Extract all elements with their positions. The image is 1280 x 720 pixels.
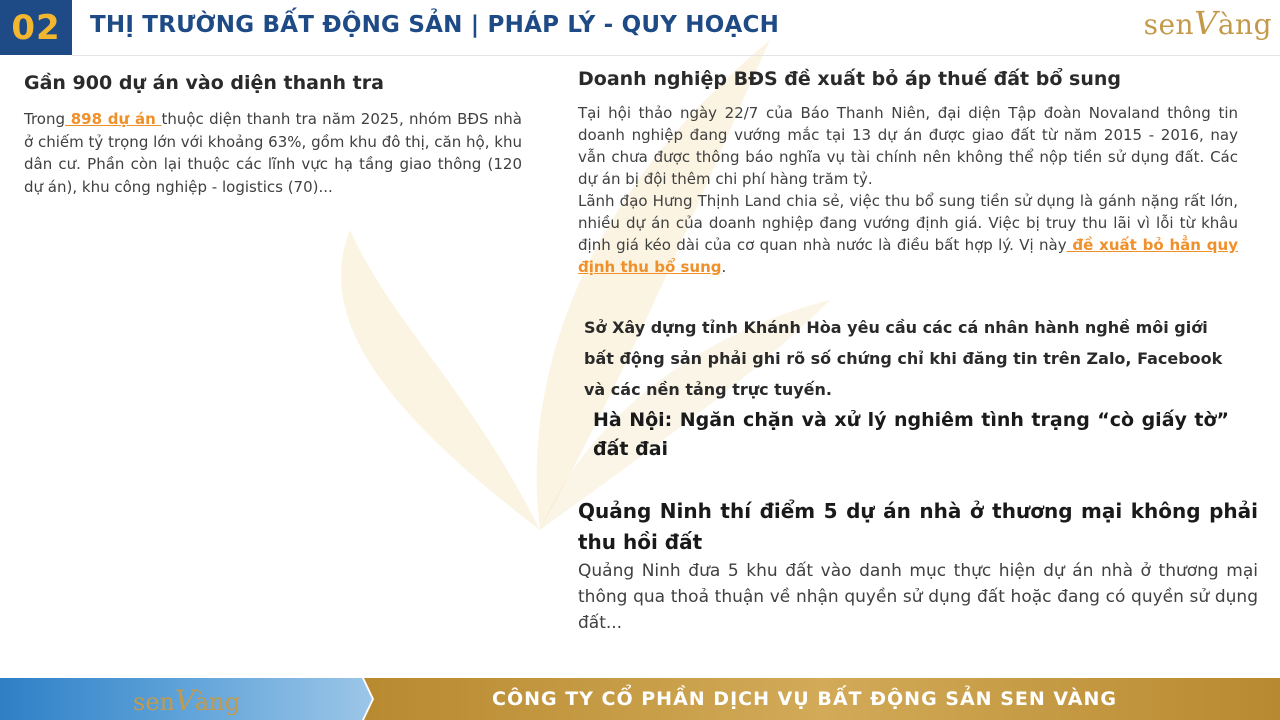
footer-logo-v: V	[174, 684, 195, 717]
tax-article-para-2	[578, 190, 1238, 278]
tax-para-2-end: .	[721, 258, 727, 276]
left-article-heading: Gần 900 dự án vào diện thanh tra	[24, 72, 384, 94]
section-number: 02	[11, 7, 61, 48]
footer-logo-post: àng	[194, 688, 241, 716]
proposal-link[interactable]: đề xuất bỏ hẳn quy định thu bổ sung	[578, 236, 1238, 276]
projects-link[interactable]: 898 dự án	[65, 110, 162, 128]
left-article-body	[24, 108, 522, 198]
left-body-rest: thuộc diện thanh tra năm 2025, nhóm BĐS nhà ở chiếm tỷ trọng lớn với khoảng 63%, gồm khu đô thị, căn hộ, khu dân cư. Phần còn lại thuộc các lĩnh vực hạ tầng giao thông (120 dự án), khu công nghiệp - logistics (70)...	[24, 110, 522, 196]
footer-logo	[133, 684, 240, 717]
quang-ninh-article	[578, 496, 1258, 636]
page-title: THỊ TRƯỜNG BẤT ĐỘNG SẢN | PHÁP LÝ - QUY HOẠCH	[90, 12, 780, 38]
logo-text-post: àng	[1217, 8, 1272, 41]
logo-text-pre: sen	[1143, 8, 1195, 41]
quang-ninh-heading: Quảng Ninh thí điểm 5 dự án nhà ở thương mại không phải thu hồi đất	[578, 499, 1258, 554]
tax-article	[578, 68, 1238, 278]
khanh-hoa-news: Sở Xây dựng tỉnh Khánh Hòa yêu cầu các cá nhân hành nghề môi giới bất động sản phải ghi rõ số chứng chỉ khi đăng tin trên Zalo, Facebook và các nền tảng trực tuyến.	[584, 318, 1223, 399]
header-divider	[72, 55, 1280, 56]
tax-article-para-1: Tại hội thảo ngày 22/7 của Báo Thanh Niên, đại diện Tập đoàn Novaland thông tin doanh nghiệp đang vướng mắc tại 13 dự án được giao đất từ năm 2015 - 2016, nay vẫn chưa được thông báo nghĩa vụ tài chính nên không thể nộp tiền sử dụng đất. Các dự án bị đội thêm chi phí hàng trăm tỷ.	[578, 104, 1238, 188]
footer-company-name: CÔNG TY CỔ PHẦN DỊCH VỤ BẤT ĐỘNG SẢN SEN VÀNG	[492, 688, 1117, 710]
footer-logo-pre: sen	[133, 688, 175, 716]
section-number-box	[0, 0, 72, 55]
tax-para-2-text: Lãnh đạo Hưng Thịnh Land chia sẻ, việc thu bổ sung tiền sử dụng là gánh nặng rất lớn, nhiều dự án của doanh nghiệp đang vướng định giá. Việc bị truy thu lãi vì lỗi từ khâu định giá kéo dài của cơ quan nhà nước là điều bất hợp lý. Vị này	[578, 192, 1238, 254]
left-article	[24, 72, 522, 198]
left-body-start: Trong	[24, 110, 66, 128]
brand-logo	[1144, 4, 1272, 42]
quang-ninh-body: Quảng Ninh đưa 5 khu đất vào danh mục thực hiện dự án nhà ở thương mại thông qua thoả thuận về nhận quyền sử dụng đất hoặc đang có quyền sử dụng đất...	[578, 561, 1258, 633]
footer-bar	[0, 678, 1280, 720]
tax-article-heading: Doanh nghiệp BĐS đề xuất bỏ áp thuế đất bổ sung	[578, 68, 1121, 90]
ha-noi-news: Hà Nội: Ngăn chặn và xử lý nghiêm tình trạng “cò giấy tờ” đất đai	[593, 409, 1229, 460]
logo-text-v: V	[1194, 4, 1218, 42]
